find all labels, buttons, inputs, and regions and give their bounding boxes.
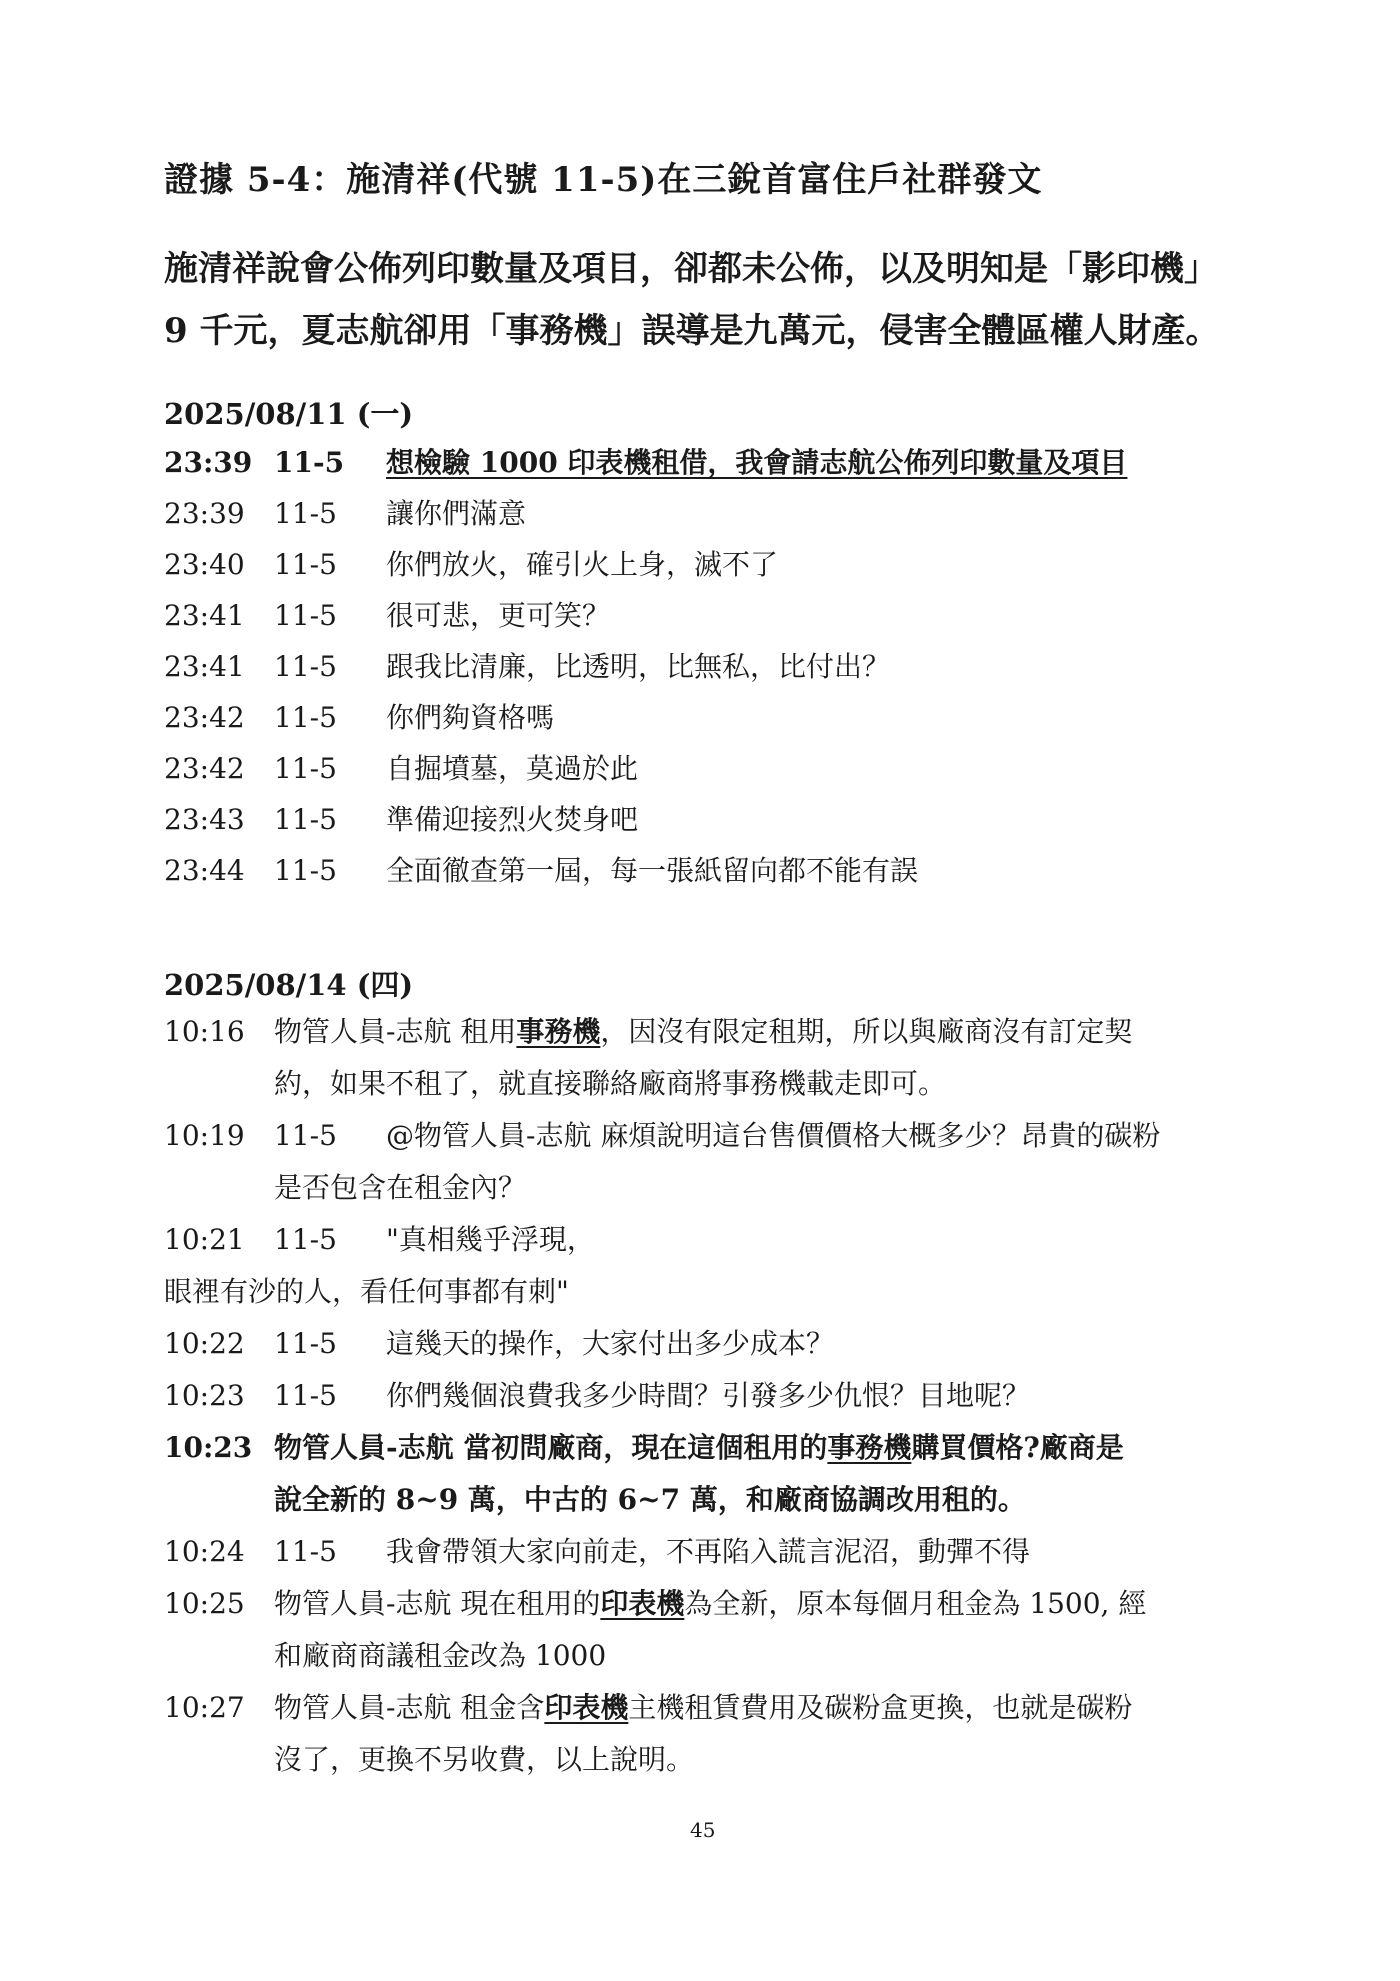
entry-text: "真相幾乎浮現， [386,1223,595,1256]
chat-entry [164,1006,1132,1058]
chat-entry [164,590,610,642]
entry-time: 23:39 [164,497,245,530]
entry-text: 物管人員-志航 租用 [274,1015,517,1048]
entry-text: 購買價格?廠商是 [911,1431,1124,1464]
section-date: 2025/08/14 (四) [164,968,414,1002]
entry-text: 自掘墳墓，莫過於此 [386,752,639,785]
page-title: 證據 5-4：施清祥(代號 11-5)在三銳首富住戶社群發文 [164,160,1043,200]
entry-text: 物管人員-志航 當初問廠商，現在這個租用的 [274,1431,828,1464]
entry-text: 我會帶領大家向前走，不再陷入謊言泥沼，動彈不得 [386,1535,1031,1568]
entry-text: 全面徹查第一屆，每一張紙留向都不能有誤 [386,854,919,887]
chat-entry [164,641,890,693]
entry-text: 很可悲，更可笑？ [386,599,611,632]
entry-highlight: 印表機 [544,1691,629,1724]
entry-sender: 11-5 [274,752,337,785]
summary-line-2: 9 千元，夏志航卻用「事務機」誤導是九萬元，侵害全體區權人財產。 [164,311,1220,351]
chat-entry [164,1214,595,1266]
entry-sender: 11-5 [274,1535,337,1568]
summary-line-1: 施清祥說會公佈列印數量及項目，卻都未公佈，以及明知是「影印機」 [164,249,1218,289]
entry-continuation: 眼裡有沙的人，看任何事都有刺" [164,1275,569,1308]
entry-time: 23:44 [164,854,245,887]
entry-text: 這幾天的操作，大家付出多少成本？ [386,1327,835,1360]
chat-entry [164,794,638,846]
entry-text: 主機租賃費用及碳粉盒更換，也就是碳粉 [628,1691,1133,1724]
entry-continuation: 約，如果不租了，就直接聯絡廠商將事務機載走即可。 [274,1067,947,1100]
chat-entry [164,1422,1124,1474]
chat-entry [164,1526,1030,1578]
entry-time: 10:23 [164,1431,253,1464]
entry-sender: 11-5 [274,1223,337,1256]
entry-time: 23:39 [164,446,253,479]
chat-entry [164,488,526,540]
page-number: 45 [690,1818,716,1842]
entry-text: 為全新，原本每個月租金為 1500, 經 [684,1587,1147,1620]
entry-sender: 11-5 [274,1119,337,1152]
entry-text: ，因沒有限定租期，所以與廠商沒有訂定契 [600,1015,1133,1048]
chat-entry [164,692,554,744]
entry-time: 10:22 [164,1327,245,1360]
summary [164,238,1284,362]
entry-text: 物管人員-志航 現在租用的 [274,1587,601,1620]
entry-text: 想檢驗 1000 印表機租借，我會請志航公佈列印數量及項目 [386,446,1128,479]
entry-time: 10:25 [164,1587,245,1620]
entry-time: 23:43 [164,803,245,836]
entry-continuation: 是否包含在租金內？ [274,1171,527,1204]
entry-continuation: 說全新的 8~9 萬，中古的 6~7 萬，和廠商協調改用租的。 [274,1483,1026,1516]
entry-text: 物管人員-志航 租金含 [274,1691,545,1724]
entry-continuation: 和廠商商議租金改為 1000 [274,1639,607,1672]
chat-entry [164,845,918,897]
chat-entry [164,1578,1146,1630]
entry-time: 10:21 [164,1223,245,1256]
entry-highlight: 事務機 [516,1015,601,1048]
entry-sender: 11-5 [274,803,337,836]
entry-text: @物管人員-志航 麻煩說明這台售價價格大概多少？昂貴的碳粉 [386,1119,1161,1152]
entry-text: 你們幾個浪費我多少時間？引發多少仇恨？目地呢？ [386,1379,1031,1412]
entry-highlight: 事務機 [827,1431,912,1464]
entry-sender: 11-5 [274,1327,337,1360]
entry-sender: 11-5 [274,701,337,734]
entry-sender: 11-5 [274,548,337,581]
entry-text: 你們夠資格嗎 [386,701,555,734]
entry-time: 10:16 [164,1015,245,1048]
entry-time: 10:23 [164,1379,245,1412]
entry-sender: 11-5 [274,497,337,530]
entry-time: 23:41 [164,650,245,683]
chat-entry [164,743,638,795]
entry-time: 23:42 [164,752,245,785]
chat-entry [164,1370,1030,1422]
entry-time: 10:24 [164,1535,245,1568]
entry-sender: 11-5 [274,1379,337,1412]
section-date: 2025/08/11 (一) [164,397,414,431]
entry-text: 準備迎接烈火焚身吧 [386,803,639,836]
entry-continuation: 沒了，更換不另收費，以上說明。 [274,1743,695,1776]
entry-sender: 11-5 [274,650,337,683]
entry-sender: 11-5 [274,854,337,887]
entry-text: 你們放火，確引火上身，滅不了 [386,548,779,581]
entry-time: 23:41 [164,599,245,632]
entry-sender: 11-5 [274,599,337,632]
chat-entry [164,539,778,591]
entry-time: 10:19 [164,1119,245,1152]
entry-text: 跟我比清廉，比透明，比無私，比付出？ [386,650,891,683]
entry-time: 23:40 [164,548,245,581]
entry-text: 讓你們滿意 [386,497,527,530]
entry-sender: 11-5 [274,446,345,479]
entry-highlight: 印表機 [600,1587,685,1620]
chat-entry [164,1110,1160,1162]
chat-entry [164,1682,1132,1734]
entry-time: 23:42 [164,701,245,734]
chat-entry [164,1318,834,1370]
chat-entry [164,437,1127,489]
entry-time: 10:27 [164,1691,245,1724]
